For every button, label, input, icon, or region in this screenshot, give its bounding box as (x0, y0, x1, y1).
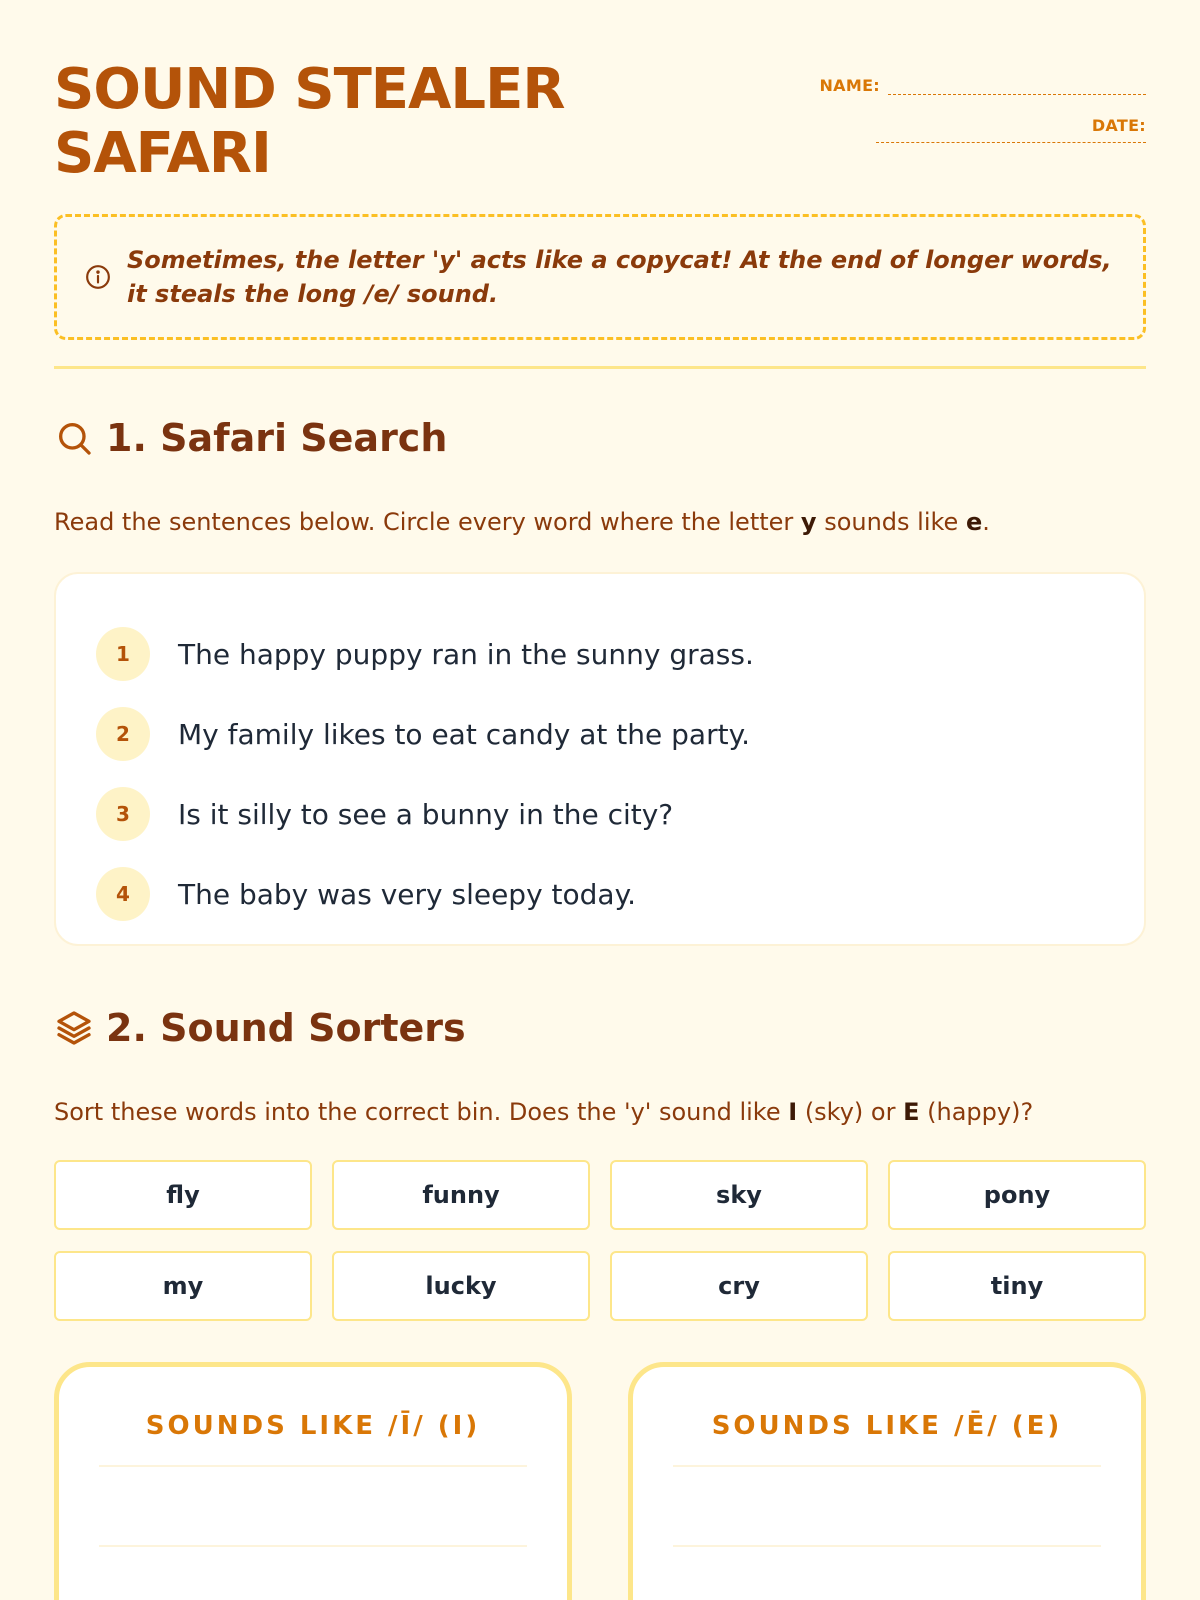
layers-icon (54, 1008, 94, 1048)
search-icon (54, 418, 94, 458)
writing-line (99, 1545, 527, 1547)
sentence-row (56, 614, 1144, 694)
sentence-text[interactable]: Is it silly to see a bunny in the city? (178, 797, 674, 831)
instruction-text: Read the sentences below. Circle every word where the letter (54, 508, 801, 536)
instruction-text: . (982, 508, 990, 536)
date-input-line[interactable] (876, 142, 1146, 143)
word-tile[interactable]: fly (54, 1160, 312, 1230)
bin-title: SOUNDS LIKE /Ī/ (I) (145, 1411, 481, 1441)
writing-line (673, 1545, 1101, 1547)
bin-long-e[interactable] (628, 1362, 1146, 1600)
instruction-letter-i: I (788, 1098, 798, 1126)
writing-line (99, 1465, 527, 1467)
section-1-instruction (54, 508, 990, 536)
word-tile[interactable]: pony (888, 1160, 1146, 1230)
instruction-text: sounds like (816, 508, 966, 536)
sentence-number: 1 (96, 627, 150, 681)
word-tile[interactable]: funny (332, 1160, 590, 1230)
sentence-row (56, 694, 1144, 774)
instruction-text: (sky) or (797, 1098, 904, 1126)
info-icon (85, 264, 111, 290)
sentence-row (56, 774, 1144, 854)
section-2-instruction (54, 1098, 1033, 1126)
name-input-line[interactable] (888, 77, 1146, 95)
sentence-row (56, 854, 1144, 934)
page-title: SOUND STEALER SAFARI (54, 57, 565, 186)
sentence-number: 2 (96, 707, 150, 761)
word-tile[interactable]: my (54, 1251, 312, 1321)
instruction-letter: y (800, 508, 817, 536)
bin-title: SOUNDS LIKE /Ē/ (E) (711, 1411, 1063, 1441)
sentences-card (54, 572, 1146, 946)
name-field (819, 76, 1146, 95)
word-tile[interactable]: cry (610, 1251, 868, 1321)
word-tile[interactable]: sky (610, 1160, 868, 1230)
word-tile[interactable]: tiny (888, 1251, 1146, 1321)
section-1-heading (54, 416, 447, 460)
sentence-number: 3 (96, 787, 150, 841)
instruction-text: (happy)? (919, 1098, 1034, 1126)
instruction-letter-e: E (903, 1098, 920, 1126)
writing-line (673, 1465, 1101, 1467)
word-tiles (54, 1160, 1146, 1321)
instruction-text: Sort these words into the correct bin. Does the 'y' sound like (54, 1098, 789, 1126)
divider (54, 366, 1146, 369)
callout-text: Sometimes, the letter 'y' acts like a copycat! At the end of longer words, it steals the long /e/ sound. (127, 246, 1112, 308)
sentence-text[interactable]: The happy puppy ran in the sunny grass. (178, 637, 754, 671)
section-1-title: 1. Safari Search (106, 416, 448, 460)
sentence-text[interactable]: The baby was very sleepy today. (178, 877, 637, 911)
sentence-number: 4 (96, 867, 150, 921)
bin-long-i[interactable] (54, 1362, 572, 1600)
section-2-heading (54, 1006, 466, 1050)
word-tile[interactable]: lucky (332, 1251, 590, 1321)
date-label: DATE: (1091, 116, 1146, 135)
sentence-text[interactable]: My family likes to eat candy at the party. (178, 717, 751, 751)
section-2-title: 2. Sound Sorters (106, 1006, 466, 1050)
instruction-sound: e (965, 508, 983, 536)
name-label: NAME: (819, 76, 880, 95)
info-callout (54, 214, 1146, 340)
